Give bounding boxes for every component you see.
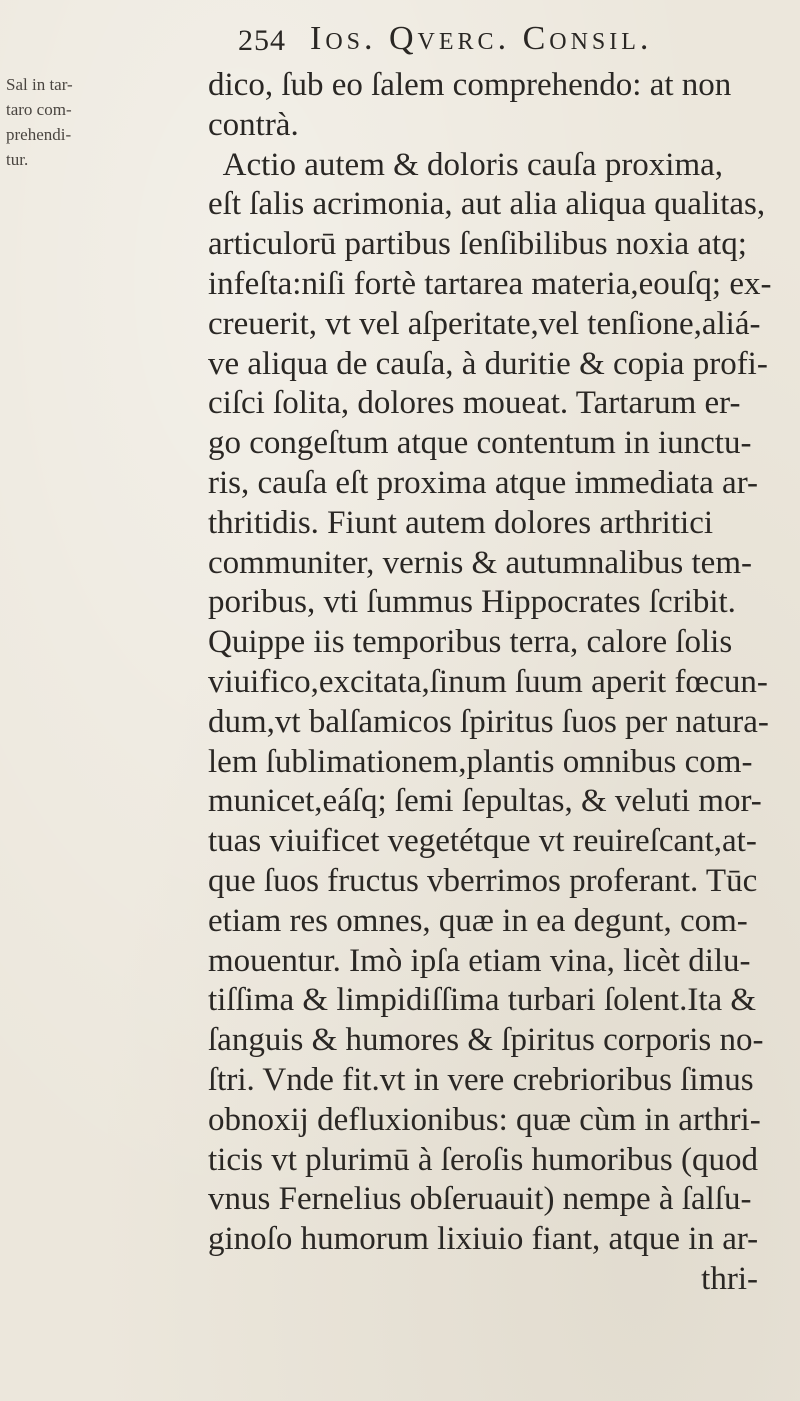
text-line: go congeſtum atque contentum in iunctu-	[208, 425, 752, 462]
text-line: obnoxij defluxionibus: quæ cùm in arthri-	[208, 1101, 761, 1138]
margin-note-line: tur.	[6, 150, 29, 169]
body-text	[208, 66, 798, 1300]
text-line: lem ſublimationem,plantis omnibus com-	[208, 743, 753, 780]
text-line: mouentur. Imò ipſa etiam vina, licèt dilu-	[208, 942, 751, 979]
margin-note-line: Sal in tar-	[6, 75, 73, 94]
text-line: contrà.	[208, 106, 299, 143]
text-line: dum,vt balſamicos ſpiritus ſuos per natura-	[208, 703, 769, 740]
text-line: que ſuos fructus vberrimos proferant. Tūc	[208, 862, 758, 899]
text-line: ciſci ſolita, dolores moueat. Tartarum er-	[208, 385, 741, 422]
text-line: etiam res omnes, quæ in ea degunt, com-	[208, 902, 748, 939]
catchword: thri-	[701, 1260, 758, 1297]
page-number: 254	[238, 24, 286, 57]
text-line: creuerit, vt vel aſperitate,vel tenſione,aliá-	[208, 305, 761, 342]
text-line: communiter, vernis & autumnalibus tem-	[208, 544, 752, 581]
text-line: dico, ſub eo ſalem comprehendo: at non	[208, 67, 732, 103]
text-line: ginoſo humorum lixiuio fiant, atque in ar-	[208, 1221, 759, 1258]
text-line: Quippe iis temporibus terra, calore ſolis	[208, 624, 733, 661]
text-line: viuifico,excitata,ſinum ſuum aperit fœcun-	[208, 663, 768, 700]
running-head: Ios. Qverc. Consil.	[310, 20, 653, 57]
text-line: ſtri. Vnde fit.vt in vere crebrioribus ſimus	[208, 1061, 754, 1098]
text-line: municet,eáſq; ſemi ſepultas, & veluti mor-	[208, 783, 762, 820]
margin-note	[6, 72, 102, 172]
text-line: tiſſima & limpidiſſima turbari ſolent.Ita &	[208, 982, 757, 1019]
text-line: thritidis. Fiunt autem dolores arthritici	[208, 504, 714, 541]
page-header	[238, 14, 798, 64]
margin-note-line: prehendi-	[6, 125, 72, 144]
margin-note-line: taro com-	[6, 100, 72, 119]
text-line: eſt ſalis acrimonia, aut alia aliqua qualitas,	[208, 186, 766, 223]
text-line: tuas viuificet vegetétque vt reuireſcant,at-	[208, 823, 757, 860]
text-line: Actio autem & doloris cauſa proxima,	[208, 146, 724, 183]
text-line: poribus, vti ſummus Hippocrates ſcribit.	[208, 584, 736, 621]
text-line: vnus Fernelius obſeruauit) nempe à ſalſu-	[208, 1181, 752, 1218]
text-line: ticis vt plurimū à ſeroſis humoribus (quod	[208, 1141, 758, 1178]
text-line: ſanguis & humores & ſpiritus corporis no-	[208, 1022, 764, 1059]
text-line: ve aliqua de cauſa, à duritie & copia profi-	[208, 345, 768, 382]
text-line: ris, cauſa eſt proxima atque immediata ar-	[208, 464, 759, 501]
text-line: articulorū partibus ſenſibilibus noxia atq;	[208, 226, 747, 263]
text-line: infeſta:niſi fortè tartarea materia,eouſq; ex-	[208, 265, 772, 302]
